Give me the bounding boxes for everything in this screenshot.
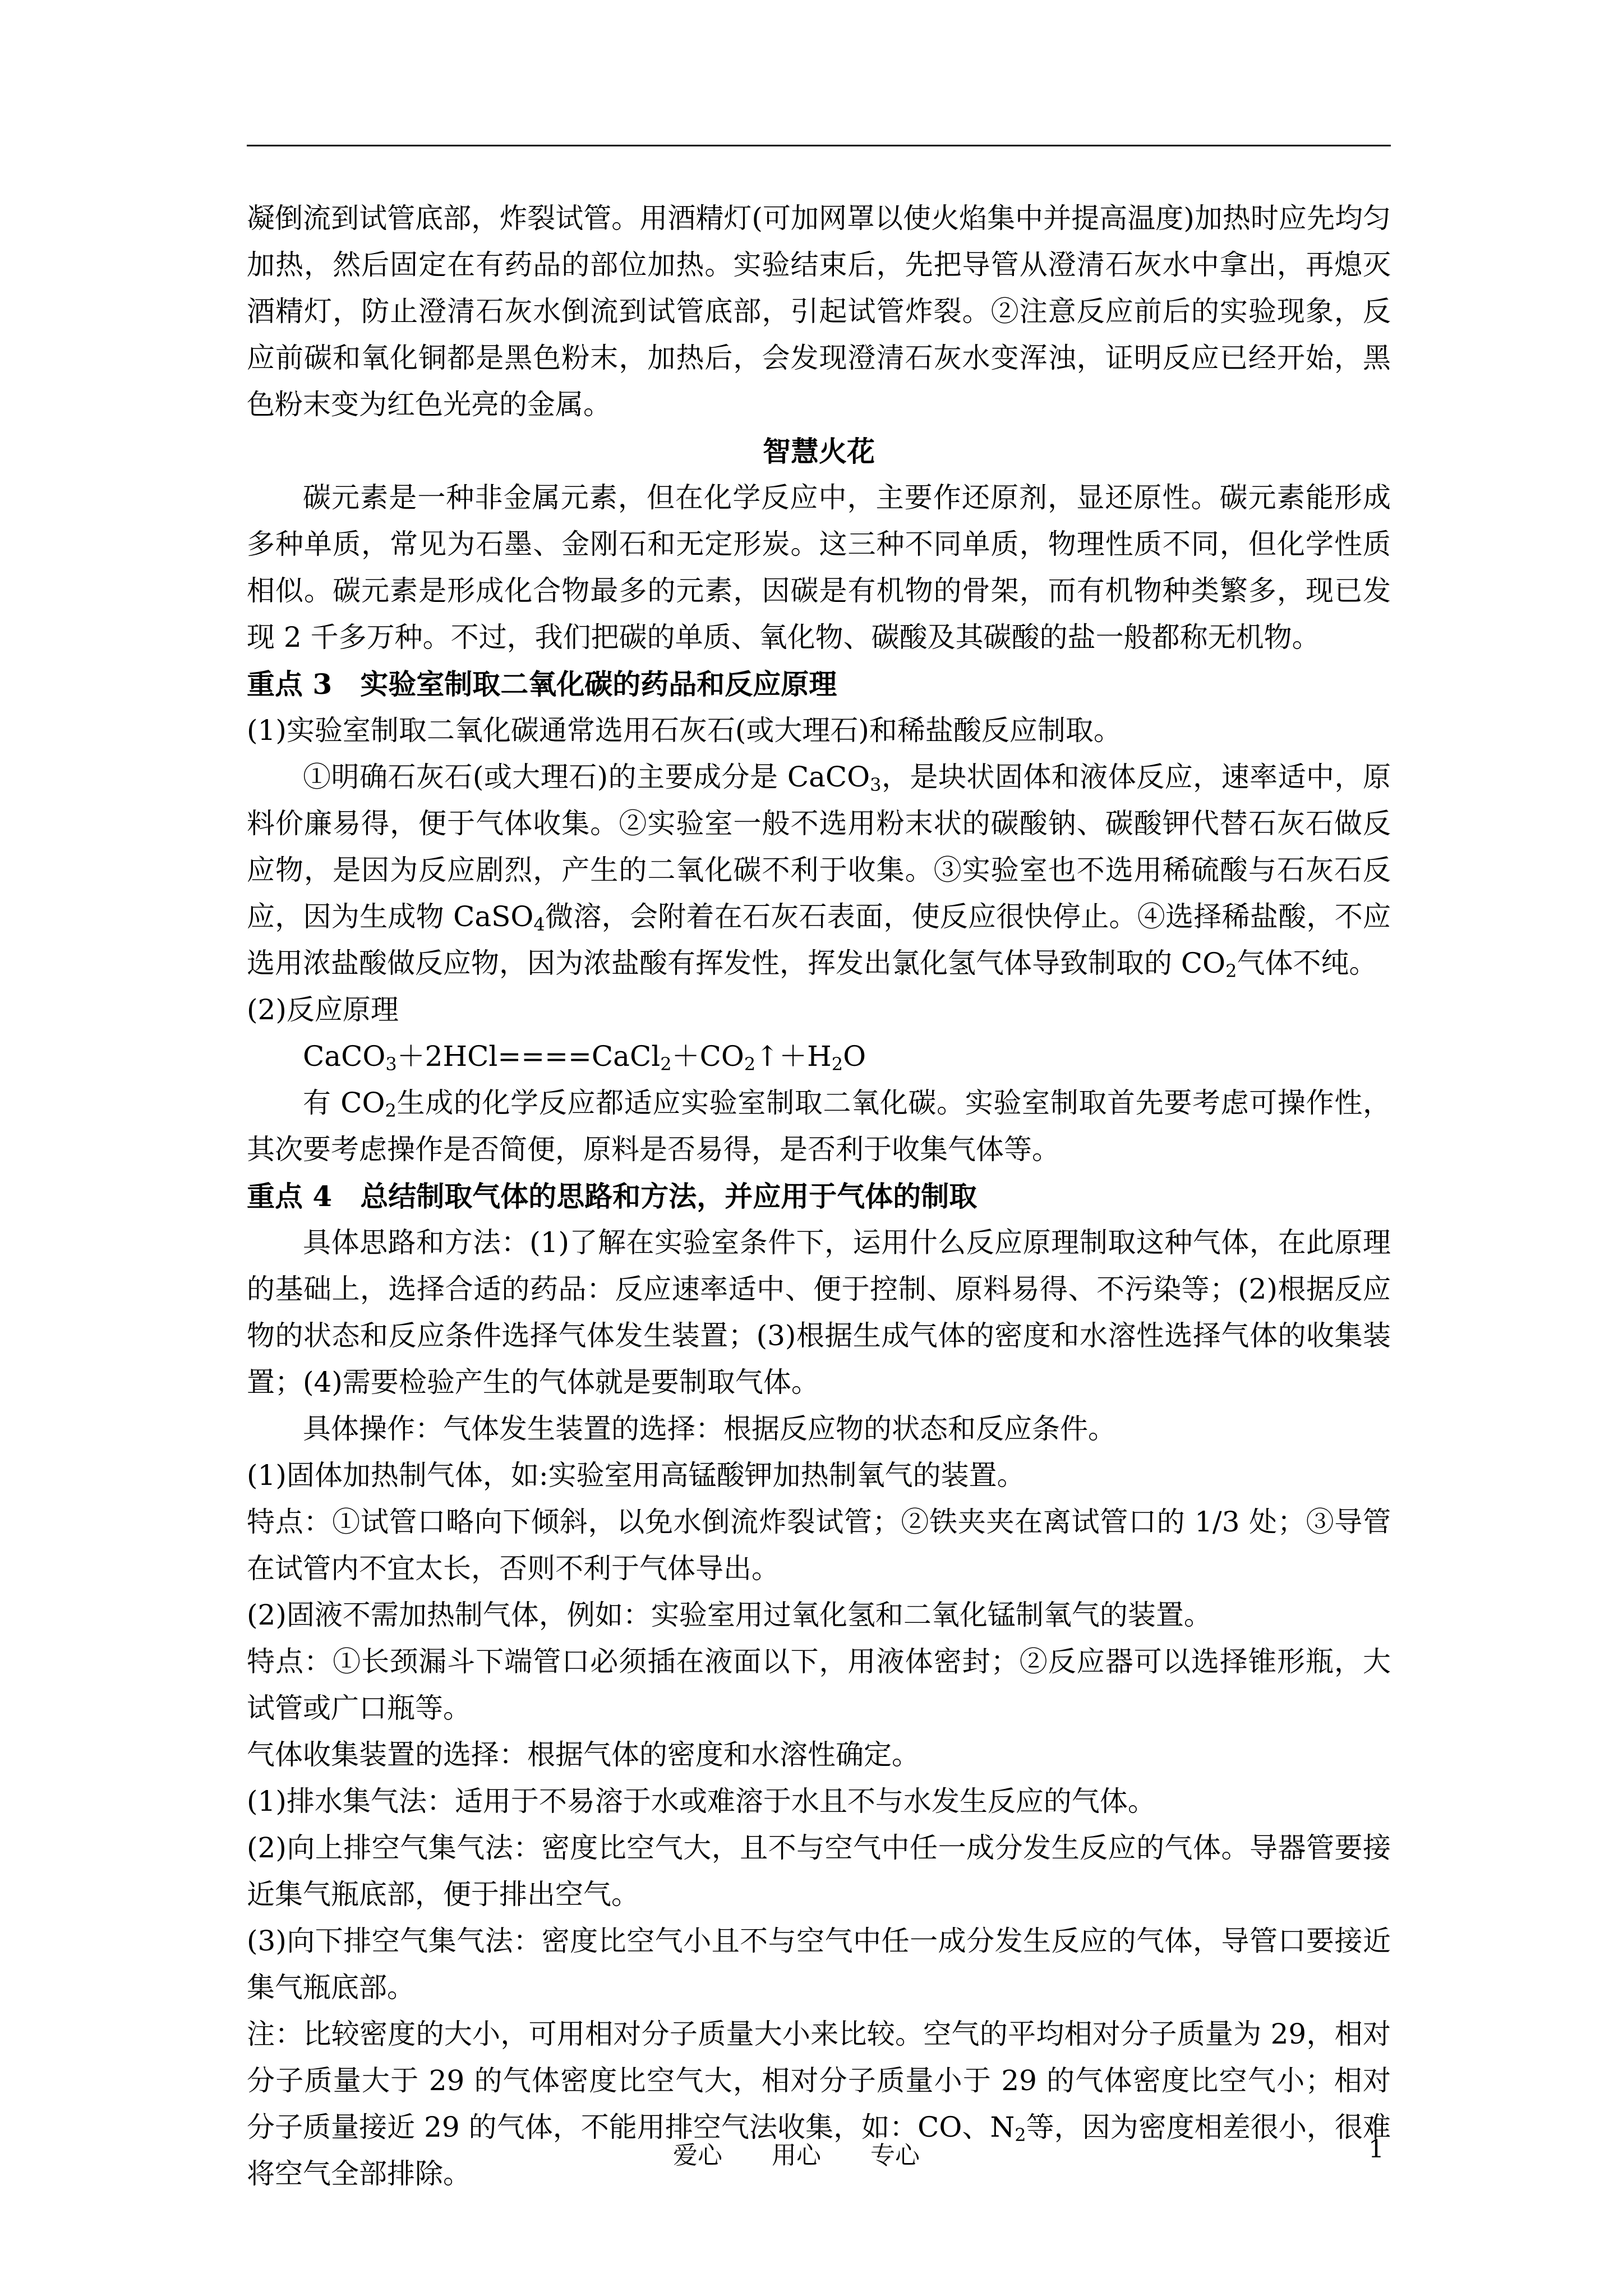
paragraph-collection-choice: 气体收集装置的选择：根据气体的密度和水溶性确定。 <box>247 1738 920 1771</box>
header-rule <box>247 145 1391 146</box>
chemical-equation: $CaCO_3+2HCl====CaCl_2+CO_2↑+H_2O$ <box>303 1040 866 1075</box>
paragraph-upward-air: (2)向上排空气集气法：密度比空气大，且不与空气中任一成分发生反应的气体。导器管要接近集气瓶底部，便于排出空气。 <box>247 1832 1391 1911</box>
paragraph-method: 具体思路和方法：(1)了解在实验室条件下，运用什么反应原理制取这种气体，在此原理的基础上，选择合适的药品：反应速率适中、便于控制、原料易得、不污染等；(2)根据反应物的状态和反应条件选择气体发生装置；(3)根据生成气体的密度和水溶性选择气体的收集装置；(4)需要检验产生的气体就是要制取气体。 <box>247 1226 1391 1398</box>
paragraph-reagents: (1)实验室制取二氧化碳通常选用石灰石(或大理石)和稀盐酸反应制取。 <box>247 714 1122 747</box>
footer-slogan: 爱心 用心 专心 <box>673 2141 920 2170</box>
heading-key-point-3: 重点 3 实验室制取二氧化碳的药品和反应原理 <box>247 668 837 701</box>
page-number: 1 <box>1368 2135 1384 2164</box>
paragraph-reagent-details: ①明确石灰石(或大理石)的主要成分是 CaCO$_3$，是块状固体和液体反应，速率适中，原料价廉易得，便于气体收集。②实验室一般不选用粉末状的碳酸钠、碳酸钾代替石灰石做反应物，是因为反应剧烈，产生的二氧化碳不利于收集。③实验室也不选用稀硫酸与石灰石反应，因为生成物 CaSO$_4$微溶，会附着在石灰石表面，使反应很快停止。④选择稀盐酸，不应选用浓盐酸做反应物，因为浓盐酸有挥发性，挥发出氯化氢气体导致制取的 $CO_2$气体不纯。 <box>247 761 1391 982</box>
paragraph-solid-liquid: (2)固液不需加热制气体，例如：实验室用过氧化氢和二氧化锰制氧气的装置。 <box>247 1599 1212 1631</box>
paragraph-water-displacement: (1)排水集气法：适用于不易溶于水或难溶于水且不与水发生反应的气体。 <box>247 1785 1156 1818</box>
paragraph-reaction-principle: (2)反应原理 <box>247 993 399 1026</box>
document-body <box>247 195 1391 2197</box>
heading-key-point-4: 重点 4 总结制取气体的思路和方法，并应用于气体的制取 <box>247 1180 978 1213</box>
paragraph-operation: 具体操作：气体发生装置的选择：根据反应物的状态和反应条件。 <box>303 1412 1116 1445</box>
paragraph-carbon-element: 碳元素是一种非金属元素，但在化学反应中，主要作还原剂，显还原性。碳元素能形成多种单质，常见为石墨、金刚石和无定形炭。这三种不同单质，物理性质不同，但化学性质相似。碳元素是形成化合物最多的元素，因碳是有机物的骨架，而有机物种类繁多，现已发现 2 千多万种。不过，我们把碳的单质、氧化物、碳酸及其碳酸的盐一般都称无机物。 <box>247 481 1391 654</box>
paragraph-co2-reactions: 有 $CO_2$生成的化学反应都适应实验室制取二氧化碳。实验室制取首先要考虑可操作性，其次要考虑操作是否简便，原料是否易得，是否利于收集气体等。 <box>247 1087 1391 1166</box>
paragraph-solid-liquid-features: 特点：①长颈漏斗下端管口必须插在液面以下，用液体密封；②反应器可以选择锥形瓶，大试管或广口瓶等。 <box>247 1645 1391 1724</box>
paragraph-heating-notes: 凝倒流到试管底部，炸裂试管。用酒精灯(可加网罩以使火焰集中并提高温度)加热时应先均匀加热，然后固定在有药品的部位加热。实验结束后，先把导管从澄清石灰水中拿出，再熄灭酒精灯，防止澄清石灰水倒流到试管底部，引起试管炸裂。②注意反应前后的实验现象，反应前碳和氧化铜都是黑色粉末，加热后，会发现澄清石灰水变浑浊，证明反应已经开始，黑色粉末变为红色光亮的金属。 <box>247 202 1391 421</box>
paragraph-density-note: 注：比较密度的大小，可用相对分子质量大小来比较。空气的平均相对分子质量为 29，相对分子质量大于 29 的气体密度比空气大，相对分子质量小于 29 的气体密度比空气小；相对分子质量接近 29 的气体，不能用排空气法收集，如：CO、$N_2$等，因为密度相差很小，很难将空气全部排除。 <box>247 2018 1391 2190</box>
paragraph-solid-features: 特点：①试管口略向下倾斜，以免水倒流炸裂试管；②铁夹夹在离试管口的 1/3 处；③导管在试管内不宜太长，否则不利于气体导出。 <box>247 1506 1391 1585</box>
paragraph-downward-air: (3)向下排空气集气法：密度比空气小且不与空气中任一成分发生反应的气体，导管口要接近集气瓶底部。 <box>247 1925 1391 2004</box>
paragraph-solid-heating: (1)固体加热制气体，如:实验室用高锰酸钾加热制氧气的装置。 <box>247 1459 1025 1492</box>
section-title-spark: 智慧火花 <box>763 435 875 468</box>
